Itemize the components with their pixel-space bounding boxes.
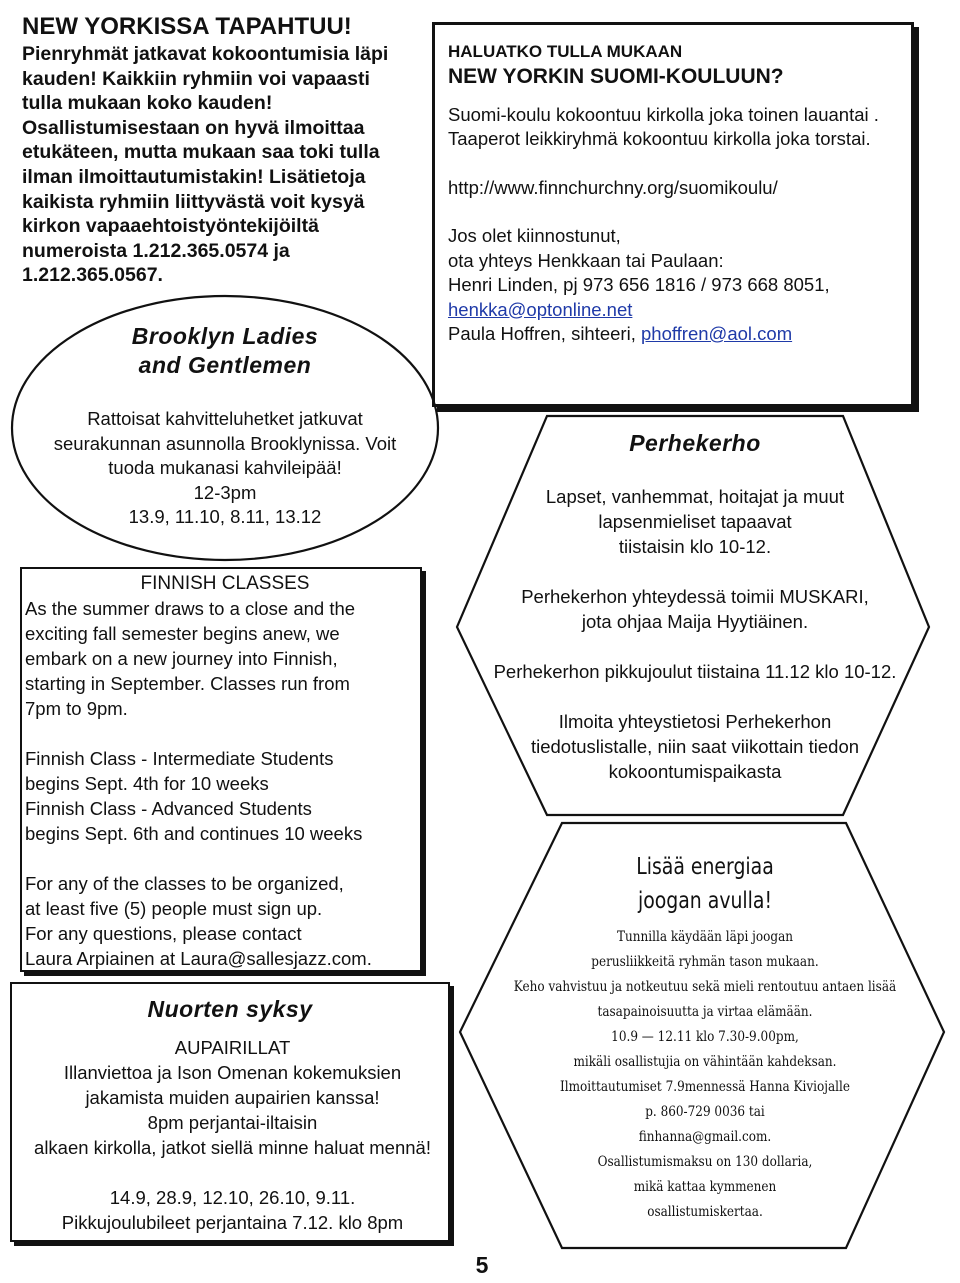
brooklyn-title <box>100 322 350 380</box>
perhekerho-title: Perhekerho <box>629 430 761 456</box>
brooklyn-line: 12-3pm <box>193 481 257 503</box>
classes-line: embark on a new journey into Finnish, <box>25 648 338 669</box>
perhekerho-content <box>455 484 935 784</box>
school-contact: ota yhteys Henkkaan tai Paulaan: <box>448 249 724 271</box>
energia-title <box>611 850 800 918</box>
email-link-henkka[interactable]: henkka@optonline.net <box>448 298 633 320</box>
finnish-classes-title: FINNISH CLASSES <box>140 573 310 594</box>
brooklyn-line: seurakunnan asunnolla Brooklynissa. Voit <box>53 432 397 454</box>
nuoret-line: AUPAIRILLAT <box>174 1037 291 1058</box>
nuoret-dates: 14.9, 28.9, 12.10, 26.10, 9.11. <box>109 1187 356 1208</box>
perhekerho-line: Lapset, vanhemmat, hoitajat ja muut <box>545 486 845 507</box>
notice-line: kaikista ryhmiin liittyvästä voit kysyä <box>22 190 365 213</box>
energia-content <box>470 925 940 1225</box>
perhekerho-line: Perhekerhon yhteydessä toimii MUSKARI, <box>521 586 869 607</box>
classes-line: begins Sept. 6th and continues 10 weeks <box>25 823 363 844</box>
classes-line: 7pm to 9pm. <box>25 698 128 719</box>
energia-line: finhanna@gmail.com. <box>638 1129 772 1145</box>
notice-line: Pienryhmät jatkavat kokoontumisia läpi <box>22 43 389 65</box>
new-york-notice <box>22 12 427 288</box>
brooklyn-line: 13.9, 11.10, 8.11, 13.12 <box>128 506 322 527</box>
perhekerho-line: lapsenmieliset tapaavat <box>598 511 792 532</box>
energia-title-line: joogan avulla! <box>637 888 773 914</box>
energia-line: p. 860-729 0036 tai <box>645 1104 765 1120</box>
energia-line: mikäli osallistujia on vähintään kahdeksan. <box>573 1054 837 1070</box>
energia-line: tasapainoisuutta ja virtaa elämään. <box>597 1004 813 1020</box>
classes-line: For any questions, please contact <box>25 923 302 944</box>
nuoret-content <box>10 1035 455 1235</box>
notice-line: numeroista 1.212.365.0574 ja <box>22 239 290 262</box>
classes-line: exciting fall semester begins anew, we <box>25 623 340 644</box>
classes-line: Finnish Class - Advanced Students <box>25 798 312 819</box>
energia-line: Osallistumismaksu on 130 dollaria, <box>597 1154 813 1170</box>
energia-line: Ilmoittautumiset 7.9mennessä Hanna Kiviojalle <box>560 1079 850 1095</box>
nuoret-line: Illanviettoa ja Ison Omenan kokemuksien <box>63 1062 402 1083</box>
classes-line: Laura Arpiainen at Laura@sallesjazz.com. <box>25 948 372 969</box>
energia-line: osallistumiskertaa. <box>647 1204 763 1220</box>
perhekerho-line: Perhekerhon pikkujoulut tiistaina 11.12 klo 10-12. <box>493 661 897 682</box>
school-line: Taaperot leikkiryhmä kokoontuu kirkolla joka torstai. <box>448 128 871 149</box>
brooklyn-title-line: Brooklyn Ladies <box>131 323 319 349</box>
classes-line: at least five (5) people must sign up. <box>25 898 323 919</box>
energia-line: Tunnilla käydään läpi joogan <box>616 929 794 945</box>
notice-line: 1.212.365.0567. <box>22 264 163 287</box>
perhekerho-line: Ilmoita yhteystietosi Perhekerhon <box>558 711 832 732</box>
brooklyn-title-line: and Gentlemen <box>138 352 312 378</box>
school-heading: HALUATKO TULLA MUKAAN <box>448 42 683 61</box>
classes-line: As the summer draws to a close and the <box>25 598 356 619</box>
nuoret-line: 8pm perjantai-iltaisin <box>147 1112 318 1133</box>
notice-line: kirkon vapaaehtoistyöntekijöiltä <box>22 215 319 238</box>
school-url[interactable]: http://www.finnchurchny.org/suomikoulu/ <box>448 176 778 198</box>
nuoret-line: jakamista muiden aupairien kanssa! <box>85 1087 380 1108</box>
classes-line: starting in September. Classes run from <box>25 673 350 694</box>
notice-line: ilman ilmoittautumistakin! Lisätietoja <box>22 165 366 188</box>
brooklyn-line: tuoda mukanasi kahvileipää! <box>108 457 342 478</box>
school-paula: Paula Hoffren, sihteeri, <box>448 323 641 344</box>
school-line: Suomi-koulu kokoontuu kirkolla joka toinen lauantai . <box>448 103 879 125</box>
nuoret-title: Nuorten syksy <box>147 996 313 1022</box>
notice-line: Osallistumisestaan on hyvä ilmoittaa <box>22 116 365 139</box>
perhekerho-line: tiedotuslistalle, niin saat viikottain tiedon <box>530 736 860 757</box>
energia-line: 10.9 — 12.11 klo 7.30-9.00pm, <box>611 1029 799 1045</box>
classes-line: begins Sept. 4th for 10 weeks <box>25 773 269 794</box>
notice-line: kauden! Kaikkiin ryhmiin voi vapaasti <box>22 67 370 90</box>
school-contact: Jos olet kiinnostunut, <box>448 225 621 246</box>
notice-line: tulla mukaan koko kauden! <box>22 92 273 115</box>
perhekerho-line: tiistaisin klo 10-12. <box>618 536 772 557</box>
school-subheading: NEW YORKIN SUOMI-KOULUUN? <box>448 64 784 88</box>
nuoret-line: alkaen kirkolla, jatkot siellä minne haluat mennä! <box>34 1137 431 1158</box>
brooklyn-line: Rattoisat kahvitteluhetket jatkuvat <box>87 408 363 429</box>
energia-line: mikä kattaa kymmenen <box>633 1179 777 1195</box>
perhekerho-line: jota ohjaa Maija Hyytiäinen. <box>581 611 809 632</box>
classes-line: For any of the classes to be organized, <box>25 873 344 894</box>
notice-title: NEW YORKISSA TAPAHTUU! <box>22 13 352 40</box>
notice-line: etukäteen, mutta mukaan saa toki tulla <box>22 141 380 164</box>
page-number: 5 <box>475 1252 489 1278</box>
brooklyn-content <box>25 407 425 530</box>
school-content <box>448 40 918 347</box>
energia-line: perusliikkeitä ryhmän tason mukaan. <box>591 954 819 970</box>
perhekerho-line: kokoontumispaikasta <box>608 761 782 782</box>
school-contact: Henri Linden, pj 973 656 1816 / 973 668 8051, <box>448 274 830 295</box>
energia-title-line: Lisää energiaa <box>636 854 774 880</box>
email-link-paula[interactable]: phoffren@aol.com <box>641 323 793 344</box>
finnish-classes-content <box>25 571 425 971</box>
classes-line: Finnish Class - Intermediate Students <box>25 748 334 769</box>
energia-line: Keho vahvistuu ja notkeutuu sekä mieli rentoutuu antaen lisää <box>513 979 897 995</box>
nuoret-pikkujoulu: Pikkujoulubileet perjantaina 7.12. klo 8pm <box>61 1212 404 1233</box>
